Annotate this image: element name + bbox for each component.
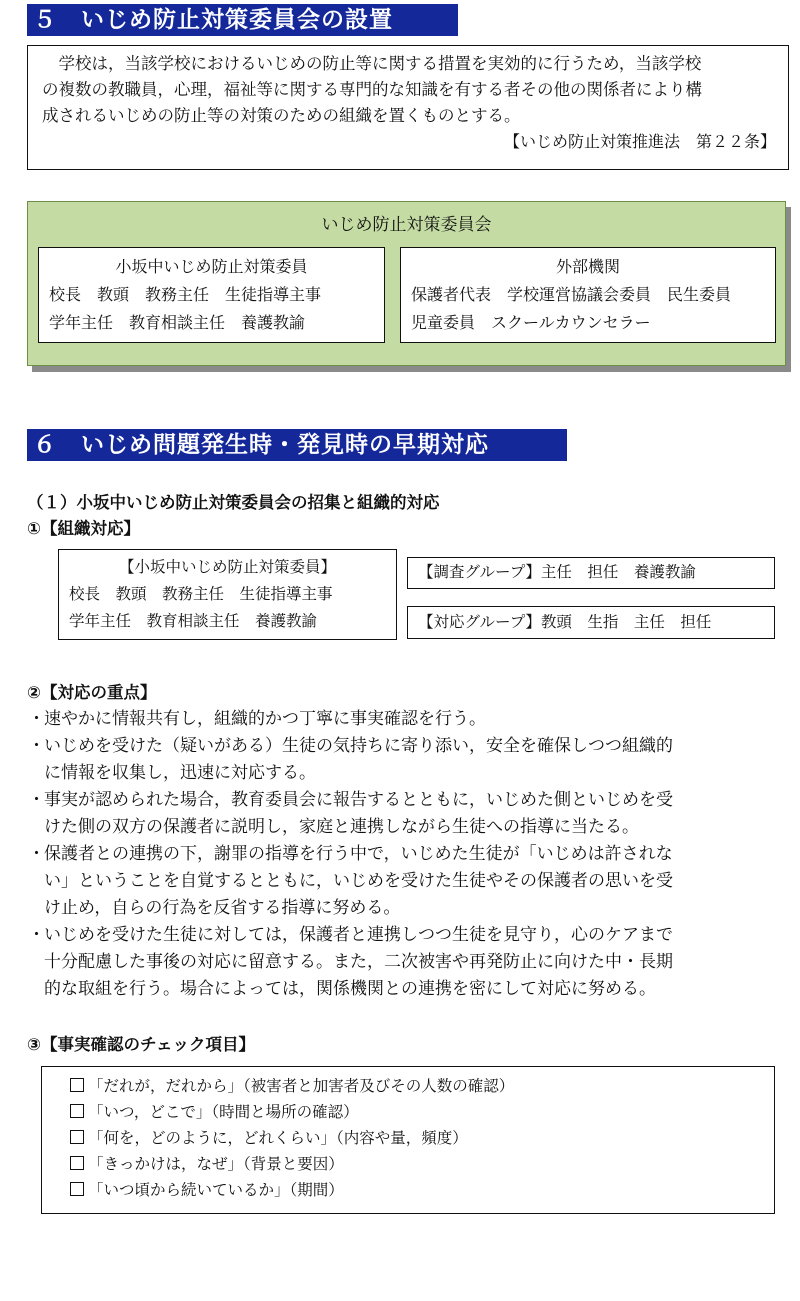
section-5-heading: ５ いじめ防止対策委員会の設置	[27, 4, 458, 36]
response-point-item	[24, 733, 794, 787]
check-item	[70, 1177, 746, 1203]
external-members-box	[400, 247, 776, 343]
fact-check-box	[41, 1066, 775, 1214]
checkbox-square-icon	[70, 1078, 84, 1092]
survey-group-box: 【調査グループ】主任 担任 養護教諭	[407, 557, 775, 589]
checkbox-square-icon	[70, 1130, 84, 1144]
item-2-heading: ②【対応の重点】	[27, 683, 157, 702]
response-point-line: い」ということを自覚するとともに，いじめを受けた生徒やその保護者の思いを受	[44, 871, 673, 891]
check-item	[70, 1073, 746, 1099]
check-item-label: 「いつ頃から続いているか」（期間）	[88, 1181, 344, 1199]
org-members-line: 学年主任 教育相談主任 養護教諭	[69, 612, 318, 630]
response-points-list	[24, 706, 794, 1003]
check-item-label: 「いつ，どこで」（時間と場所の確認）	[88, 1103, 359, 1121]
item-1-heading: ①【組織対応】	[27, 519, 140, 538]
response-point-line: いじめを受けた（疑いがある）生徒の気持ちに寄り添い，安全を確保しつつ組織的	[44, 736, 673, 756]
response-point-line: 十分配慮した事後の対応に留意する。また，二次被害や再発防止に向けた中・長期	[44, 952, 673, 972]
response-point-line: いじめを受けた生徒に対しては，保護者と連携しつつ生徒を見守り，心のケアまで	[44, 925, 673, 945]
response-point-line: 事実が認められた場合，教育委員会に報告するとともに，いじめた側といじめを受	[44, 790, 673, 810]
checkbox-square-icon	[70, 1156, 84, 1170]
check-item-label: 「きっかけは，なぜ」（背景と要因）	[88, 1155, 344, 1173]
law-line: の複数の教職員，心理，福祉等に関する専門的な知識を有する者その他の関係者により構	[42, 80, 702, 99]
checkbox-square-icon	[70, 1182, 84, 1196]
external-members-line: 保護者代表 学校運営協議会委員 民生委員	[411, 285, 732, 304]
response-point-item	[24, 706, 794, 733]
response-point-line: けた側の双方の保護者に説明し，家庭と連携しながら生徒への指導に当たる。	[44, 817, 639, 837]
response-point-line: け止め，自らの行為を反省する指導に努める。	[44, 898, 401, 918]
response-point-line: 速やかに情報共有し，組織的かつ丁寧に事実確認を行う。	[44, 709, 486, 729]
committee-title: いじめ防止対策委員会	[321, 215, 492, 235]
law-quote-text	[42, 51, 778, 129]
response-point-item	[24, 787, 794, 841]
check-item-label: 「だれが，だれから」（被害者と加害者及びその人数の確認）	[88, 1077, 515, 1095]
subsection-1-heading: （１）小坂中いじめ防止対策委員会の招集と組織的対応	[27, 493, 440, 512]
response-point-line: 保護者との連携の下，謝罪の指導を行う中で，いじめた生徒が「いじめは許されな	[44, 844, 673, 864]
response-point-line: 的な取組を行う。場合によっては，関係機関との連携を密にして対応に努める。	[44, 979, 656, 999]
internal-members-box	[38, 247, 385, 343]
law-quote-box	[27, 45, 789, 170]
bullet-mark: ・	[28, 709, 45, 729]
external-members-line: 児童委員 スクールカウンセラー	[411, 313, 651, 332]
response-group-box: 【対応グループ】教頭 生指 主任 担任	[407, 606, 775, 639]
org-members-title: 【小坂中いじめ防止対策委員】	[118, 558, 336, 576]
org-members-box	[58, 549, 397, 640]
response-point-item	[24, 841, 794, 922]
law-line: 成されるいじめの防止等の対策のための組織を置くものとする。	[42, 106, 521, 125]
internal-members-line: 校長 教頭 教務主任 生徒指導主事	[49, 285, 322, 304]
check-item	[70, 1125, 746, 1151]
checkbox-square-icon	[70, 1104, 84, 1118]
check-item	[70, 1151, 746, 1177]
bullet-mark: ・	[28, 790, 45, 810]
law-citation: 【いじめ防止対策推進法 第２２条】	[503, 132, 776, 151]
bullet-mark: ・	[28, 736, 45, 756]
item-3-heading: ③【事実確認のチェック項目】	[27, 1035, 255, 1054]
internal-members-title: 小坂中いじめ防止対策委員	[115, 257, 308, 276]
bullet-mark: ・	[28, 925, 45, 945]
section-6-heading: ６ いじめ問題発生時・発見時の早期対応	[27, 429, 567, 461]
org-members-line: 校長 教頭 教務主任 生徒指導主事	[69, 585, 333, 603]
response-point-item	[24, 922, 794, 1003]
check-item	[70, 1099, 746, 1125]
check-item-label: 「何を，どのように，どれくらい」（内容や量，頻度）	[88, 1129, 468, 1147]
external-members-title: 外部機関	[555, 257, 620, 276]
law-line: 学校は，当該学校におけるいじめの防止等に関する措置を実効的に行うため，当該学校	[58, 54, 702, 73]
response-point-line: に情報を収集し，迅速に対応する。	[44, 763, 316, 783]
internal-members-line: 学年主任 教育相談主任 養護教諭	[49, 313, 306, 332]
committee-panel	[27, 201, 786, 366]
bullet-mark: ・	[28, 844, 45, 864]
